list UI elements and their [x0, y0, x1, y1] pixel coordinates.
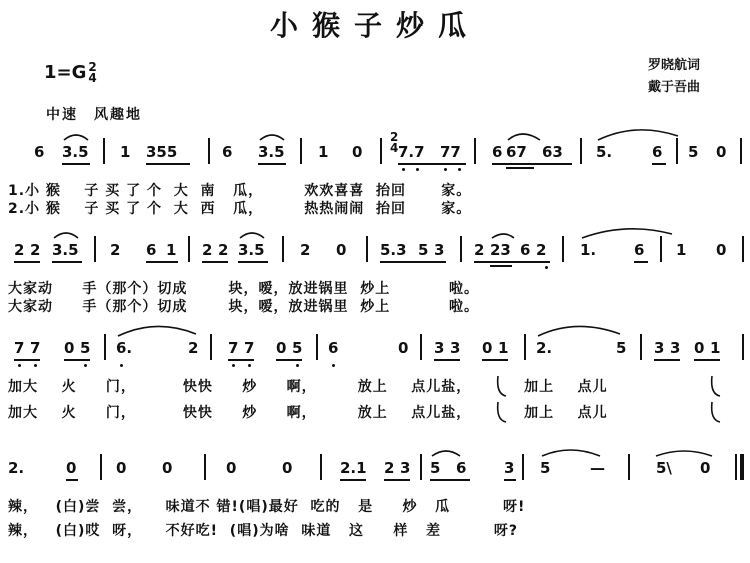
note: 5\	[656, 459, 672, 477]
note: 7	[228, 339, 239, 357]
slur	[508, 134, 540, 140]
lyric-line-1: 大家动 手（那个）切成 块，嗳，放进锅里 炒上 啦。	[8, 281, 479, 297]
note: 7	[14, 339, 25, 357]
lyric-line-1: 辣， (白)尝 尝， 味道不 错!(唱)最好 吃的 是 炒 瓜 呀!	[8, 499, 526, 515]
note: 1	[120, 143, 131, 161]
note: 2	[202, 241, 213, 259]
note: 0	[276, 339, 287, 357]
note: 0	[694, 339, 705, 357]
lyric-line-2: 辣， (白)哎 呀， 不好吃! (唱)为啥 味道 这 样 差 呀?	[8, 523, 518, 539]
note: —	[590, 459, 605, 477]
note: 0	[116, 459, 127, 477]
time-sig-bottom: 4	[390, 141, 399, 155]
note: 5	[540, 459, 551, 477]
note: 3	[504, 459, 515, 477]
slur	[498, 376, 506, 396]
slur	[64, 135, 88, 140]
note: 2	[218, 241, 229, 259]
note: 0	[336, 241, 347, 259]
note: 0	[282, 459, 293, 477]
lyric-line-1: 1.小 猴 子 买 了 个 大 南 瓜， 欢欢喜喜 抬回 家。	[8, 183, 472, 199]
slur	[498, 402, 506, 422]
note: 2	[188, 339, 199, 357]
note: 2	[536, 241, 547, 259]
slur	[582, 229, 672, 238]
note: 0	[162, 459, 173, 477]
slur	[712, 376, 720, 396]
note: 5	[292, 339, 303, 357]
note: 63	[542, 143, 563, 161]
note: 3	[434, 339, 445, 357]
note: 5	[418, 241, 429, 259]
note: 3.5	[238, 241, 265, 259]
note: 2	[300, 241, 311, 259]
note: 1.	[580, 241, 597, 259]
note: 3.5	[52, 241, 79, 259]
note: 5	[430, 459, 441, 477]
slur	[260, 135, 284, 140]
lyric-line-2: 加大 火 门， 快快 炒 啊， 放上 点儿盐， 加上 点儿	[8, 405, 608, 421]
time-sig-bottom: 4	[88, 71, 97, 85]
note: 5.3	[380, 241, 407, 259]
note: 6.	[116, 339, 133, 357]
slur	[240, 233, 264, 238]
lyric-line-2: 大家动 手（那个）切成 块，嗳，放进锅里 炒上 啦。	[8, 299, 479, 315]
note: 0	[64, 339, 75, 357]
note: 6	[634, 241, 645, 259]
note: 3.5	[258, 143, 285, 161]
note: 0	[226, 459, 237, 477]
note: 1	[166, 241, 177, 259]
note: 5	[80, 339, 91, 357]
note: 2	[110, 241, 121, 259]
note: 1	[498, 339, 509, 357]
time-sig-top: 2	[390, 130, 399, 144]
slur	[432, 451, 460, 456]
key-text: 1=G	[44, 62, 87, 83]
lyric-line-2: 2.小 猴 子 买 了 个 大 西 瓜， 热热闹闹 抬回 家。	[8, 201, 472, 217]
note: 6	[492, 143, 503, 161]
note: 0	[398, 339, 409, 357]
composer-credit: 戴于吾曲	[648, 80, 701, 95]
note: 6	[222, 143, 233, 161]
note: 2.	[536, 339, 553, 357]
note: 3	[670, 339, 681, 357]
time-sig-top: 2	[88, 60, 97, 74]
note: 3	[450, 339, 461, 357]
slur	[712, 402, 720, 422]
note: 355	[146, 143, 178, 161]
note: 6	[328, 339, 339, 357]
note: 7	[30, 339, 41, 357]
note: 3	[654, 339, 665, 357]
note: 6	[520, 241, 531, 259]
note: 0	[700, 459, 711, 477]
note: 2.	[8, 459, 25, 477]
note: 0	[352, 143, 363, 161]
note: 2	[30, 241, 41, 259]
note: 0	[66, 459, 77, 477]
note: 1	[710, 339, 721, 357]
note: 2	[14, 241, 25, 259]
note: 7.7	[398, 143, 425, 161]
note: 77	[440, 143, 461, 161]
slur	[542, 450, 600, 456]
note: 1	[318, 143, 329, 161]
slur	[598, 130, 678, 140]
note: 6	[652, 143, 663, 161]
note: 1	[676, 241, 687, 259]
note: 5.	[596, 143, 613, 161]
slur	[118, 326, 196, 336]
tempo-marking: 中速 风趣地	[46, 107, 142, 123]
note: 7	[244, 339, 255, 357]
note: 6	[456, 459, 467, 477]
note: 2	[384, 459, 395, 477]
note: 3	[434, 241, 445, 259]
slur	[492, 234, 514, 238]
note: 5	[688, 143, 699, 161]
note: 2.1	[340, 459, 367, 477]
note: 0	[716, 143, 727, 161]
note: 6	[34, 143, 45, 161]
lyric-line-1: 加大 火 门， 快快 炒 啊， 放上 点儿盐， 加上 点儿	[8, 379, 608, 395]
note: 23	[490, 241, 511, 259]
note: 5	[616, 339, 627, 357]
song-title: 小猴子炒瓜	[269, 9, 480, 42]
note: 2	[474, 241, 485, 259]
slur	[538, 326, 620, 336]
note: 3.5	[62, 143, 89, 161]
note: 0	[716, 241, 727, 259]
note: 3	[400, 459, 411, 477]
slur	[656, 451, 712, 456]
note: 6	[146, 241, 157, 259]
note: 67	[506, 143, 527, 161]
lyricist-credit: 罗晓航词	[648, 58, 701, 73]
slur	[54, 233, 78, 238]
note: 0	[482, 339, 493, 357]
